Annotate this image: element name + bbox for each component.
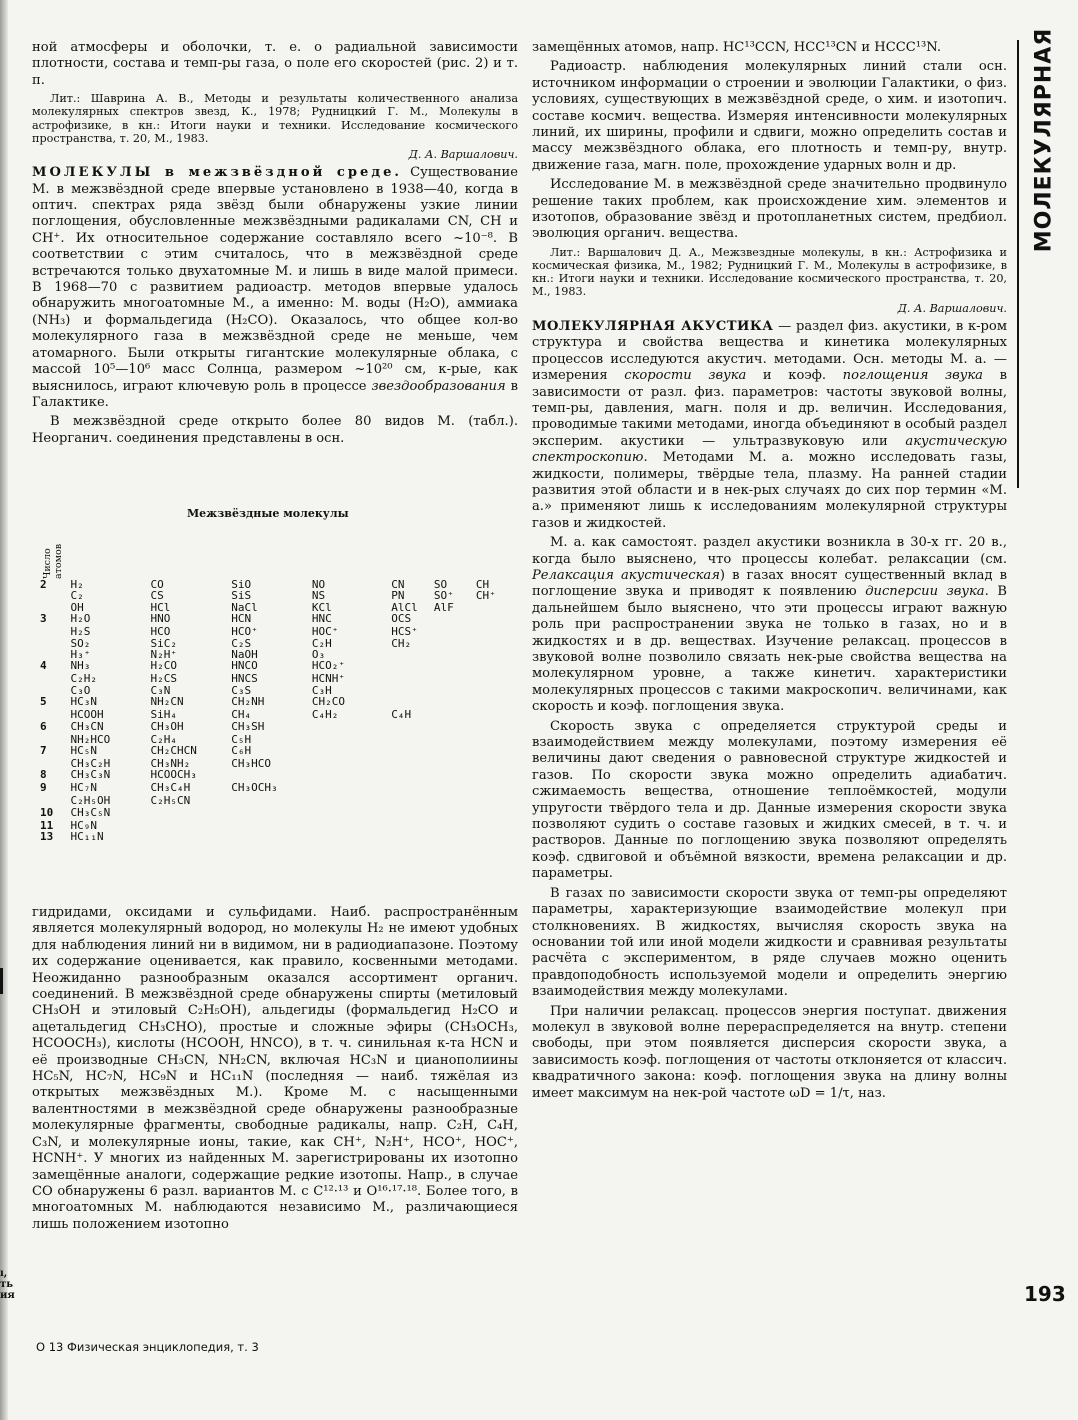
molecule-cell	[476, 807, 518, 820]
molecule-cell: SiH₄	[150, 708, 178, 722]
molecule-cell: NS	[311, 589, 326, 603]
molecule-cell	[434, 626, 476, 637]
book-spine-shadow	[0, 0, 8, 1420]
molecule-cell	[312, 807, 391, 820]
molecule-cell	[312, 734, 391, 745]
molecule-cell: HNCO	[231, 659, 258, 673]
molecule-cell	[391, 795, 434, 806]
molecule-cell	[434, 769, 476, 782]
molecule-cell	[434, 795, 476, 806]
table-row	[40, 649, 518, 660]
paragraph	[532, 535, 1007, 715]
molecule-cell	[476, 613, 518, 626]
molecule-cell: SiS	[231, 589, 252, 603]
molecule-cell: HNC	[311, 612, 332, 626]
paragraph: замещённых атомов, напр. HC¹³CCN, HCC¹³CN и HCCC¹³N.	[532, 40, 942, 55]
article-term: МОЛЕКУЛЫ в межзвёздной среде.	[32, 165, 402, 181]
paragraph: Радиоастр. наблюдения молекулярных линий стали осн. источником информации о строении и эволюции Галактики, о физ. условиях, существующих в межзвёздной среде, о хим. и изотопич. составе космич. вещества. Измеряя интенсивности молекулярных линий, их ширины, профили и сдвиги, можно определить состав и массу межзвёздного облака, его плотность и темп-ру, внутр. движение газа, магн. поле, прохождение ударных волн и др.	[532, 59, 1007, 173]
molecule-cell: NaOH	[231, 648, 258, 662]
molecule-cell: HCN	[231, 612, 252, 626]
molecule-cell	[476, 709, 518, 720]
table-row	[40, 831, 518, 842]
molecule-cell: CH₃HCO	[231, 757, 271, 771]
molecule-cell: C₄H₂	[311, 708, 339, 722]
molecule-cell	[434, 745, 476, 758]
paragraph: Скорость звука c определяется структурой среды и взаимодействием между молекулами, поэтому измерения её величины дают сведения о равновесной структуре жидкостей и газов. По скорости звука можно определить адиабатич. сжимаемость вещества, отношение теплоёмкостей, модули упругости твёрдого тела и др. Данные измерения скорости звука позволяют судить о составе газовых и жидких смесей, в т. ч. и растворов. Данные по поглощению звука позволяют определять коэф. сдвиговой и объёмной вязкости, времена релаксации и др. параметры.	[532, 718, 1007, 882]
atom-count-cell	[40, 673, 71, 684]
table-row	[40, 626, 518, 637]
molecule-cell: H₂CO	[150, 659, 178, 673]
paragraph: ной атмосферы и оболочки, т. е. о радиальной зависимости плотности, состава и темп-ры газа, о поле его скоростей (рис. 2) и т. п.	[32, 40, 518, 88]
table-row	[40, 782, 518, 795]
molecule-cell	[476, 673, 518, 684]
molecule-cell	[476, 820, 518, 831]
molecule-cell	[434, 613, 476, 626]
cross-reference-link[interactable]: дисперсии звука	[865, 584, 985, 600]
molecule-cell	[312, 769, 391, 782]
molecule-cell	[391, 769, 434, 782]
molecule-cell: CH₃OH	[150, 719, 184, 733]
molecule-cell	[476, 649, 518, 660]
atom-count-cell	[40, 638, 71, 649]
molecule-cell: CO	[150, 578, 164, 591]
atom-count-cell: 5	[40, 695, 47, 709]
molecule-cell: C₂H₅CN	[150, 794, 191, 808]
molecule-cell	[434, 660, 476, 673]
molecule-cell: SiO	[231, 578, 252, 591]
spine-mark	[0, 968, 9, 994]
molecule-cell	[391, 649, 434, 660]
paragraph: В газах по зависимости скорости звука от темп-ры определяют параметры, характеризующие взаимодействие молекул при столкновениях. В жидкостях, вычисляя скорость звука на основании той или иной модели жидкости и сравнивая результаты расчёта с экспериментом, в ряде случаев можно оценить правдоподобность используемой модели и определить энергию взаимодействия между молекулами.	[532, 885, 1007, 1000]
paragraph-text: Существование М. в межзвёздной среде впервые установлено в 1938—40, когда в оптич. спектрах ряда звёзд были обнаружены узкие линии поглощения, обусловленные межзвёздными радикалами CN, CH и CH⁺. Их относительное содержание составляло всего ~10⁻⁸. В соответствии с этим считалось, что в межзвёздной среде встречаются только двухатомные М. и лишь в виде малой примеси. В 1968—70 с развитием радиоастр. методов впервые удалось обнаружить многоатомные М., а именно: М. воды (H₂O), аммиака (NH₃) и формальдегида (H₂CO). Оказалось, что общее кол-во молекулярного газа в межзвёздной среде не меньше, чем атомарного. Были открыты гигантские молекулярные облака, с массой 10⁵—10⁶ масс Солнца, размером ~10²⁰ см, к-рые, как выяснилось, играют ключевую роль в процессе	[32, 165, 518, 394]
table-row	[40, 696, 518, 709]
molecule-cell: HC₉N	[70, 818, 98, 832]
table-row	[40, 807, 518, 820]
atom-count-cell: 13	[40, 830, 54, 844]
molecule-cell	[231, 820, 312, 831]
molecule-cell: CH₄	[231, 708, 252, 722]
molecule-cell: AlF	[433, 600, 454, 614]
atom-count-cell	[40, 590, 71, 601]
molecule-cell: HCOOH	[70, 708, 104, 722]
table-title: Межзвёздные молекулы	[187, 507, 349, 520]
cross-reference-link[interactable]: акустическую спектроскопию	[532, 433, 1007, 466]
molecule-cell	[391, 673, 434, 684]
atom-count-cell: 7	[40, 744, 47, 758]
molecule-cell	[391, 734, 434, 745]
atom-count-cell: 10	[40, 805, 54, 819]
molecule-cell: CS	[150, 589, 164, 603]
molecule-cell	[476, 660, 518, 673]
paragraph-text: в зависимости от разл. физ. параметров: частоты звуковой волны, темп-ры, давления, магн. поля и др. величин. Исследования, проводимые такими методами, иногда объединяют в особый раздел эксперим. акустики — ультразвуковую или	[532, 368, 1007, 449]
article-start	[32, 165, 518, 411]
running-header-rule	[1017, 40, 1019, 488]
molecule-cell: NH₂CN	[150, 695, 184, 709]
atom-count-cell: 4	[40, 659, 47, 673]
molecule-cell: H₃⁺	[70, 648, 91, 662]
molecule-cell: NO	[311, 578, 326, 591]
paragraph: Исследование М. в межзвёздной среде значительно продвинуло решение таких проблем, как происхождение хим. элементов и изотопов, образование звёзд и протопланетных систем, предбиол. эволюция органич. вещества.	[532, 177, 1007, 242]
molecule-cell: HNO	[150, 612, 171, 626]
molecule-cell	[151, 820, 232, 831]
molecule-cell: HOC⁺	[311, 625, 339, 639]
molecule-cell: CN	[391, 578, 405, 591]
molecule-cell: H₂S	[70, 625, 91, 639]
paragraph-text: и коэф.	[746, 368, 843, 384]
molecule-cell	[476, 831, 518, 842]
molecule-cell	[434, 831, 476, 842]
table-column-header: Число атомов	[42, 543, 64, 579]
previous-page-edge-text: ı, ть ия	[0, 1268, 15, 1301]
molecule-cell	[476, 602, 518, 613]
molecule-cell: HCNH⁺	[311, 672, 346, 686]
table-row	[40, 721, 518, 734]
molecule-cell	[434, 696, 476, 709]
molecule-cell	[391, 820, 434, 831]
paragraph: При наличии релаксац. процессов энергия поступат. движения молекул в звуковой волне перераспределяется на внутр. степени свободы, при этом появляется дисперсия скорости звука, а зависимость коэф. поглощения от частоты отклоняется от классич. квадратичного закона: коэф. поглощения звука на длину волны имеет максимум на нек-рой частоте ωD = 1/τ, наз.	[532, 1003, 1007, 1101]
molecule-cell	[312, 758, 391, 769]
molecule-cell: CH₂CO	[311, 695, 346, 709]
molecule-cell	[434, 649, 476, 660]
molecule-cell: CH₃C₄H	[150, 781, 191, 795]
table-row	[40, 673, 518, 684]
molecule-cell: C₃O	[70, 683, 91, 697]
molecule-cell	[434, 782, 476, 795]
molecule-cell	[391, 685, 434, 696]
molecule-cell	[391, 660, 434, 673]
molecule-cell: C₂H₂	[70, 672, 98, 686]
molecule-cell	[434, 758, 476, 769]
molecule-cell	[391, 745, 434, 758]
left-column-top	[32, 40, 518, 450]
molecule-cell: HC₅N	[70, 744, 98, 758]
molecule-cell	[434, 685, 476, 696]
paragraph-text: в Галактике.	[32, 378, 518, 410]
molecule-cell: C₆H	[231, 744, 252, 758]
molecule-cell: NH₂HCO	[70, 732, 111, 746]
molecule-cell: CH₃OCH₃	[231, 781, 278, 795]
molecule-cell: HCS⁺	[391, 625, 418, 639]
cross-reference-link[interactable]: звездообразования	[371, 378, 506, 394]
atom-count-cell	[40, 709, 71, 720]
molecule-cell: C₃N	[150, 683, 171, 697]
paragraph-text: М. а. как самостоят. раздел акустики возникла в 30-х гг. 20 в., когда было выяснено, что процессы колебат. релаксации (см.	[532, 535, 1007, 567]
molecule-cell: PN	[391, 589, 405, 603]
molecule-cell	[434, 807, 476, 820]
molecule-cell	[476, 795, 518, 806]
paragraph-text: . Методами М. а. можно исследовать газы, жидкости, полимеры, твёрдые тела, плазму. На ранней стадии развития этой области и в нек-рых случаях до сих пор термин «М. а.» применяют лишь к исследованиям молекулярной структуры газов и жидкостей.	[532, 450, 1007, 531]
molecule-cell: SO⁺	[433, 589, 454, 603]
article-term: МОЛЕКУЛЯРНАЯ АКУСТИКА	[532, 318, 774, 334]
molecule-cell: H₂CS	[150, 672, 178, 686]
table-row	[40, 602, 518, 613]
molecule-cell: O₃	[311, 648, 326, 662]
molecule-cell	[434, 638, 476, 649]
table-row	[40, 660, 518, 673]
molecule-cell	[231, 831, 312, 842]
molecule-cell	[312, 782, 391, 795]
molecule-cell: SO	[433, 578, 448, 591]
page-number: 193	[1024, 1282, 1066, 1306]
molecule-cell: N₂H⁺	[150, 648, 178, 662]
molecule-cell	[434, 673, 476, 684]
molecule-cell	[476, 782, 518, 795]
paragraph: В межзвёздной среде открыто более 80 видов М. (табл.). Неорганич. соединения представлены в осн.	[32, 414, 518, 446]
atom-count-cell	[40, 626, 71, 637]
molecule-cell	[391, 831, 434, 842]
molecule-cell	[312, 745, 391, 758]
author-signature: Д. А. Варшалович.	[897, 301, 1007, 315]
molecule-cell: CH₃NH₂	[150, 757, 191, 771]
molecule-cell: CH₃C₅N	[70, 805, 111, 819]
molecules-table	[32, 505, 518, 895]
molecule-cell: CH₃C₃N	[70, 768, 111, 782]
molecule-cell: C₃H	[311, 683, 332, 697]
molecule-cell: CH₃SH	[231, 719, 265, 733]
molecule-cell	[476, 638, 518, 649]
footer-signature-mark: О 13 Физическая энциклопедия, т. 3	[36, 1340, 259, 1354]
molecule-cell: HCOOCH₃	[150, 768, 197, 782]
atom-count-cell: 6	[40, 719, 47, 733]
molecule-cell	[312, 831, 391, 842]
molecules-grid	[40, 579, 518, 843]
table-row	[40, 769, 518, 782]
atom-count-cell: 3	[40, 612, 47, 626]
atom-count-cell: 2	[40, 578, 47, 591]
cross-reference-link[interactable]: Релаксация акустическая	[532, 567, 720, 583]
molecule-cell: SO₂	[70, 636, 91, 650]
running-header	[1024, 27, 1064, 253]
literature-reference: Лит.: Варшалович Д. А., Межзвездные молекулы, в кн.: Астрофизика и космическая физика, М., 1982; Рудницкий Г. М., Молекулы в астрофизике, в кн.: Итоги науки и техники. Исследование космического пространства, т. 20, М., 1983.	[532, 245, 1007, 299]
molecule-cell: SiC₂	[150, 636, 178, 650]
molecule-cell	[151, 831, 232, 842]
molecule-cell: HC₁₁N	[70, 830, 104, 844]
paragraph-text: ) в газах вносят существенный вклад в поглощение звука и приводят к появлению	[532, 567, 1007, 600]
molecule-cell: C₂H₄	[150, 732, 178, 746]
table-row	[40, 820, 518, 831]
molecule-cell: HNCS	[231, 672, 258, 686]
molecule-cell: C₂S	[231, 636, 252, 650]
molecule-cell	[391, 782, 434, 795]
molecule-cell: OH	[70, 600, 84, 614]
molecule-cell: CH₃C₂H	[70, 757, 111, 771]
table-row	[40, 613, 518, 626]
molecule-cell: C₂H₅OH	[70, 794, 111, 808]
paragraph-text: — раздел физ. акустики, в к-ром структура и свойства вещества и кинетика молекулярных процессов исследуются акустич. методами. Осн. методы М. а. — измерения	[532, 318, 1008, 384]
molecule-cell	[151, 807, 232, 820]
molecule-cell	[476, 745, 518, 758]
right-column	[532, 40, 1007, 1105]
molecule-cell	[391, 758, 434, 769]
molecule-cell: CH	[475, 578, 490, 591]
table-row	[40, 734, 518, 745]
molecule-cell: CH₂NH	[231, 695, 265, 709]
molecule-cell: HCO⁺	[231, 625, 258, 639]
molecule-cell: H₂O	[70, 612, 91, 626]
molecule-cell: NH₃	[70, 659, 91, 673]
atom-count-cell: 11	[40, 818, 54, 832]
molecule-cell	[476, 626, 518, 637]
cross-reference-link[interactable]: поглощения звука	[842, 368, 983, 384]
molecule-cell: HC₃N	[70, 695, 98, 709]
molecule-cell: C₂	[70, 589, 84, 603]
article-start	[532, 319, 1007, 532]
molecule-cell: CH₃CN	[70, 719, 104, 733]
molecule-cell: CH₂	[391, 636, 412, 650]
molecule-cell: CH⁺	[475, 589, 496, 603]
literature-reference: Лит.: Шаврина А. В., Методы и результаты количественного анализа молекулярных спектров звезд, К., 1978; Рудницкий Г. М., Молекулы в астрофизике, в кн.: Итоги науки и техники. Исследование космического пространства, т. 20, М., 1983.	[32, 92, 518, 145]
table-row	[40, 709, 518, 720]
molecule-cell: KCl	[311, 600, 332, 614]
molecule-cell	[476, 734, 518, 745]
molecule-cell: NaCl	[231, 600, 258, 614]
molecule-cell: C₃S	[231, 683, 252, 697]
molecule-cell	[231, 795, 312, 806]
molecule-cell	[312, 820, 391, 831]
molecule-cell: AlCl	[391, 600, 418, 614]
molecule-cell	[476, 696, 518, 709]
paragraph: гидридами, оксидами и сульфидами. Наиб. распространённым является молекулярный водород, но молекулы H₂ не имеют удобных для наблюдения линий ни в видимом, ни в радиодиапазоне. Поэтому их содержание оценивается, как правило, косвенными методами. Неожиданно разнообразным оказался ассортимент органич. соединений. В межзвёздной среде обнаружены спирты (метиловый CH₃OH и этиловый C₂H₅OH), альдегиды (формальдегид H₂CO и ацетальдегид CH₃CHO), простые и сложные эфиры (CH₃OCH₃, HCOOCH₃), кислоты (HCOOH, HNCO), в т. ч. синильная к-та HCN и её производные CH₃CN, NH₂CN, включая HC₃N и цианополиины HC₅N, HC₇N, HC₉N и HC₁₁N (последняя — наиб. тяжёлая из открытых межзвёздных М.). Кроме М. с насыщенными валентностями в межзвёздной среде обнаружены разнообразные молекулярные фрагменты, свободные радикалы, напр. C₂H, C₄H, C₃N, и молекулярные ионы, такие, как CH⁺, N₂H⁺, HCO⁺, HOC⁺, HCNH⁺. У многих из найденных М. зарегистрированы их изотопно замещённые аналоги, содержащие редкие изотопы. Напр., в случае CO обнаружены 6 разл. вариантов М. с C¹²·¹³ и O¹⁶·¹⁷·¹⁸. Более того, в многоатомных М. наблюдаются независимо М., различающиеся лишь положением изотопно	[32, 905, 518, 1232]
molecule-cell	[312, 795, 391, 806]
molecule-cell: C₂H	[311, 636, 332, 650]
molecule-cell	[476, 721, 518, 734]
atom-count-cell: 9	[40, 781, 47, 795]
table-row	[40, 795, 518, 806]
molecule-cell: OCS	[391, 612, 412, 626]
molecule-cell	[434, 820, 476, 831]
molecule-cell: CH₂CHCN	[150, 744, 197, 758]
table-row	[40, 638, 518, 649]
paragraph-text: . В дальнейшем было выяснено, что эти процессы играют важную роль при распространении звука не только в газах, но и в жидкостях и в др. веществах. Изучение релаксац. процессов в звуковой волне позволило связать нек-рые свойства вещества на молекулярном уровне, а также кинетич. характеристики молекулярных процессов с такими макроскопич. величинами, как скорость и коэф. поглощения звука.	[532, 584, 1007, 715]
molecule-cell	[391, 807, 434, 820]
molecule-cell: HCl	[150, 600, 171, 614]
molecule-cell	[391, 721, 434, 734]
molecule-cell	[476, 758, 518, 769]
molecule-cell: HCO₂⁺	[311, 659, 346, 673]
table-row	[40, 758, 518, 769]
cross-reference-link[interactable]: скорости звука	[624, 368, 747, 384]
running-title: МОЛЕКУЛЯРНАЯ	[1031, 27, 1057, 253]
author-signature: Д. А. Варшалович.	[408, 148, 518, 162]
molecule-cell	[312, 721, 391, 734]
left-column-bottom	[32, 905, 518, 1236]
molecule-cell	[476, 685, 518, 696]
table-row	[40, 745, 518, 758]
molecule-cell: HC₇N	[70, 781, 98, 795]
molecule-cell	[434, 734, 476, 745]
table-row	[40, 685, 518, 696]
atom-count-cell: 8	[40, 768, 47, 782]
molecule-cell	[434, 721, 476, 734]
molecule-cell: C₅H	[231, 732, 252, 746]
molecule-cell: H₂	[70, 578, 84, 591]
molecule-cell	[231, 807, 312, 820]
molecule-cell	[476, 769, 518, 782]
molecule-cell: HCO	[150, 625, 171, 639]
molecule-cell: C₄H	[391, 708, 412, 722]
molecule-cell	[434, 709, 476, 720]
